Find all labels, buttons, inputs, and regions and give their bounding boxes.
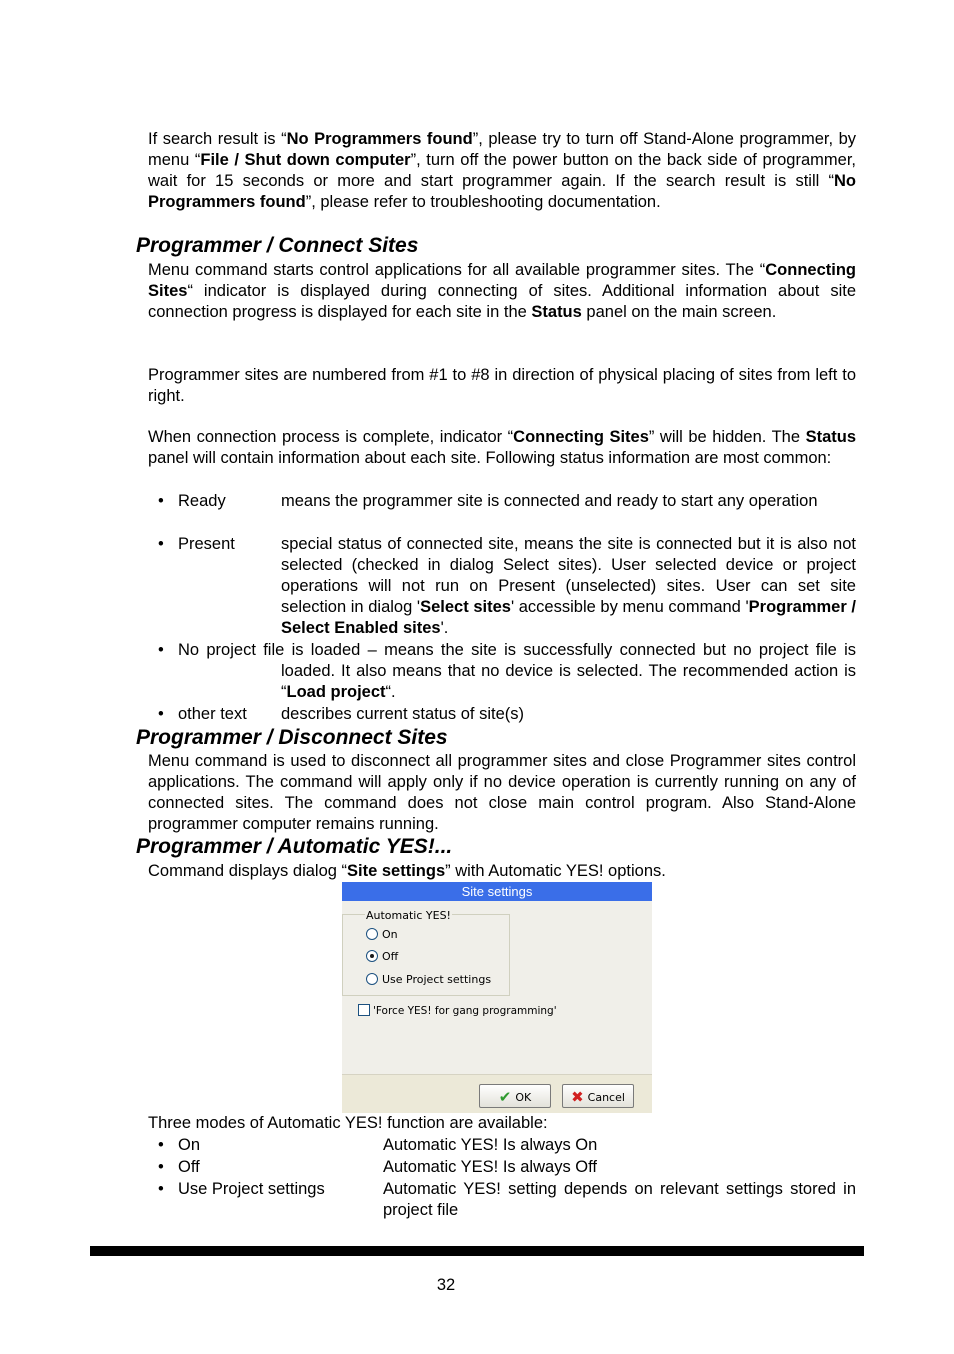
- mode-item-use-project: [148, 1179, 856, 1221]
- heading-disconnect-sites: Programmer / Disconnect Sites: [136, 726, 448, 749]
- bullet-icon: •: [158, 492, 164, 510]
- connect-paragraph-3: When connection process is complete, indicator “Connecting Sites” will be hidden. The Status panel will contain information about each site. Following status information are most common:: [148, 428, 856, 467]
- status-item-no-project: [148, 640, 856, 703]
- radio-off-label: Off: [382, 950, 399, 963]
- radio-on-icon[interactable]: [366, 928, 378, 940]
- mode-term: Use Project settings: [178, 1180, 325, 1198]
- heading-connect-sites: Programmer / Connect Sites: [136, 234, 419, 257]
- mode-term: On: [178, 1136, 201, 1154]
- close-icon: ✖: [571, 1088, 584, 1106]
- status-term: Present: [178, 535, 235, 553]
- bullet-icon: •: [158, 1158, 164, 1176]
- bullet-icon: •: [158, 641, 164, 659]
- page-number: 32: [436, 1276, 456, 1294]
- mode-desc: Automatic YES! Is always On: [383, 1136, 598, 1154]
- footer-rule: [90, 1246, 864, 1256]
- radio-use-project-settings[interactable]: [366, 973, 491, 987]
- radio-off-icon[interactable]: [366, 950, 378, 962]
- status-term: No project file is loaded: [178, 641, 361, 659]
- bullet-icon: •: [158, 1136, 164, 1154]
- radio-off[interactable]: [366, 950, 398, 964]
- status-term: Ready: [178, 492, 226, 510]
- ok-button[interactable]: [479, 1084, 551, 1108]
- ok-label: OK: [515, 1091, 532, 1104]
- mode-desc: Automatic YES! setting depends on relevant settings stored in project file: [383, 1180, 856, 1219]
- modes-intro: Three modes of Automatic YES! function are available:: [148, 1114, 548, 1132]
- automatic-paragraph: Command displays dialog “Site settings” with Automatic YES! options.: [148, 862, 666, 880]
- radio-on[interactable]: [366, 928, 398, 942]
- dialog-title-bar: Site settings: [342, 882, 652, 901]
- connect-paragraph-1: Menu command starts control applications for all available programmer sites. The “Connecting Sites“ indicator is displayed during connecting of sites. Additional information about site connection progress is displayed for each site in the Status panel on the main screen.: [148, 261, 856, 321]
- status-desc: describes current status of site(s): [281, 705, 525, 723]
- heading-automatic-yes: Programmer / Automatic YES!...: [136, 835, 453, 858]
- status-desc: special status of connected site, means the site is connected but it is also not selected (checked in dialog Select sites). User selected device or project operations will not run on Present (unselected) sites. User can set site selection in dialog 'Select sites' accessible by menu command 'Programmer / Select Enabled sites'.: [281, 535, 857, 637]
- radio-on-label: On: [382, 928, 398, 941]
- checkmark-icon: ✔: [498, 1088, 512, 1106]
- force-yes-checkbox[interactable]: [358, 1004, 370, 1016]
- connect-paragraph-2: Programmer sites are numbered from #1 to #8 in direction of physical placing of sites from left to right.: [148, 366, 856, 405]
- status-item-ready: [148, 491, 856, 533]
- dialog-footer: [342, 1074, 652, 1113]
- status-no-project-text: No project file is loaded – means the site is successfully connected but no project file is loaded. It also means that no device is selected. The recommended action is “Load project“.: [178, 641, 856, 701]
- mode-item-on: [148, 1135, 856, 1156]
- force-yes-label: 'Force YES! for gang programming': [373, 1005, 557, 1017]
- cancel-label: Cancel: [587, 1091, 625, 1104]
- status-item-present: [148, 534, 856, 639]
- mode-term: Off: [178, 1158, 200, 1176]
- status-term: other text: [178, 705, 247, 723]
- groupbox-title: Automatic YES!: [366, 909, 451, 922]
- status-item-other: [148, 704, 856, 725]
- bullet-icon: •: [158, 535, 164, 553]
- radio-use-project-icon[interactable]: [366, 973, 378, 985]
- bullet-icon: •: [158, 705, 164, 723]
- bullet-icon: •: [158, 1180, 164, 1198]
- disconnect-paragraph: Menu command is used to disconnect all programmer sites and close Programmer sites control applications. The command will apply only if no device operation is currently running on any of connected sites. The command does not close main control program. Also Stand-Alone programmer computer remains running.: [148, 752, 856, 833]
- status-desc: means the programmer site is connected and ready to start any operation: [281, 492, 818, 510]
- dialog-body: [342, 901, 652, 1112]
- radio-use-project-label: Use Project settings: [382, 973, 492, 986]
- mode-item-off: [148, 1157, 856, 1178]
- cancel-button[interactable]: [562, 1084, 634, 1108]
- force-yes-checkbox-row[interactable]: [358, 1004, 557, 1018]
- site-settings-dialog: [342, 882, 652, 1112]
- mode-desc: Automatic YES! Is always Off: [383, 1158, 597, 1176]
- intro-paragraph: If search result is “No Programmers found”, please try to turn off Stand-Alone programmer, by menu “File / Shut down computer”, turn off the power button on the back side of programmer, wait for 15 seconds or more and start programmer again. If the search result is still “No Programmers found”, please refer to troubleshooting documentation.: [148, 130, 856, 211]
